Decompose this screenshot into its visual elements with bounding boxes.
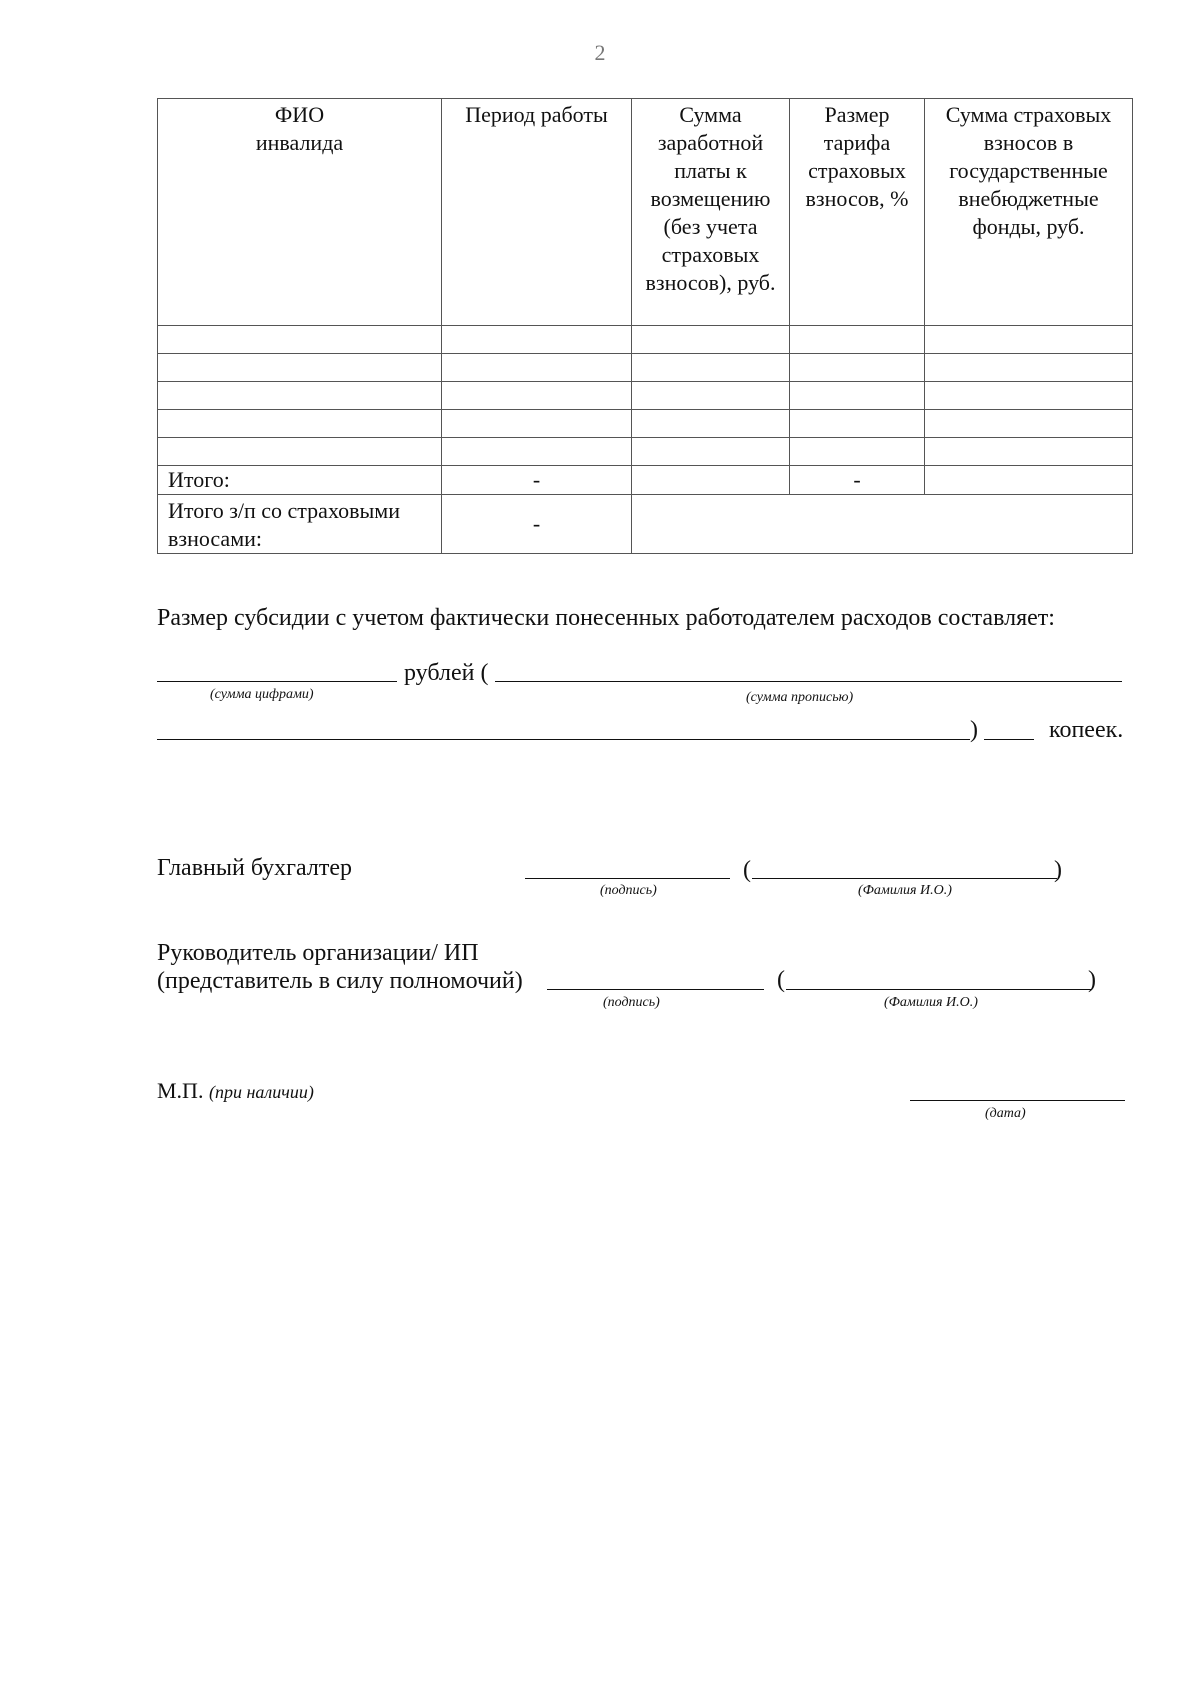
sum-words-line-2[interactable] xyxy=(157,739,970,740)
cell[interactable] xyxy=(632,382,790,410)
cell[interactable] xyxy=(790,326,925,354)
date-line[interactable] xyxy=(910,1100,1125,1101)
total-with-contributions-row xyxy=(158,495,1133,554)
total-period-dash: - xyxy=(442,466,632,495)
cell[interactable] xyxy=(158,382,442,410)
cell[interactable] xyxy=(790,410,925,438)
cell[interactable] xyxy=(790,354,925,382)
cell[interactable] xyxy=(158,354,442,382)
head-label-line2: (представитель в силу полномочий) xyxy=(157,968,523,994)
cell[interactable] xyxy=(632,354,790,382)
cell[interactable] xyxy=(925,382,1133,410)
table-row xyxy=(158,438,1133,466)
kopecks-label: копеек. xyxy=(1049,717,1124,743)
cell[interactable] xyxy=(442,326,632,354)
cell[interactable] xyxy=(158,438,442,466)
cell[interactable] xyxy=(925,438,1133,466)
header-fio: ФИО инвалида xyxy=(158,99,442,326)
total-contrib-cell[interactable] xyxy=(925,466,1133,495)
close-paren: ) xyxy=(970,717,978,743)
cell[interactable] xyxy=(790,438,925,466)
cell[interactable] xyxy=(632,326,790,354)
cell[interactable] xyxy=(442,382,632,410)
sum-words-line[interactable] xyxy=(495,681,1122,682)
head-signature-caption: (подпись) xyxy=(603,995,660,1010)
cell[interactable] xyxy=(925,354,1133,382)
header-rate: Размер тарифа страховых взносов, % xyxy=(790,99,925,326)
table-row xyxy=(158,326,1133,354)
head-signature-line[interactable] xyxy=(547,989,764,990)
total-label: Итого: xyxy=(158,466,442,495)
cell[interactable] xyxy=(925,410,1133,438)
cell[interactable] xyxy=(632,438,790,466)
stamp-label: М.П. xyxy=(157,1078,204,1103)
chief-open-paren: ( xyxy=(743,857,751,883)
chief-signature-line[interactable] xyxy=(525,878,730,879)
table-row xyxy=(158,410,1133,438)
table-row xyxy=(158,382,1133,410)
sum-digits-caption: (сумма цифрами) xyxy=(210,687,314,702)
cell[interactable] xyxy=(442,410,632,438)
total-row xyxy=(158,466,1133,495)
date-caption: (дата) xyxy=(985,1106,1026,1121)
stamp-place xyxy=(157,1078,314,1104)
header-salary: Сумма заработной платы к возмещению (без учета страховых взносов), руб. xyxy=(632,99,790,326)
chief-fio-line[interactable] xyxy=(752,878,1057,879)
cell[interactable] xyxy=(790,382,925,410)
head-fio-line[interactable] xyxy=(786,989,1091,990)
sum-words-caption: (сумма прописью) xyxy=(746,690,854,705)
total-rate-dash: - xyxy=(790,466,925,495)
cell[interactable] xyxy=(925,326,1133,354)
cell[interactable] xyxy=(158,326,442,354)
chief-close-paren: ) xyxy=(1054,857,1062,883)
header-period: Период работы xyxy=(442,99,632,326)
total2-dash: - xyxy=(442,495,632,554)
kopecks-line[interactable] xyxy=(984,739,1034,740)
total-salary-cell[interactable] xyxy=(632,466,790,495)
table-row xyxy=(158,354,1133,382)
chief-signature-caption: (подпись) xyxy=(600,883,657,898)
head-label-line1: Руководитель организации/ ИП xyxy=(157,940,479,966)
head-close-paren: ) xyxy=(1088,967,1096,993)
header-contributions: Сумма страховых взносов в государственные внебюджетные фонды, руб. xyxy=(925,99,1133,326)
cell[interactable] xyxy=(632,410,790,438)
cell[interactable] xyxy=(158,410,442,438)
sum-digits-line[interactable] xyxy=(157,681,397,682)
page-number: 2 xyxy=(594,40,606,65)
rubles-label: рублей ( xyxy=(404,660,489,686)
total2-value-cell[interactable] xyxy=(632,495,1133,554)
cell[interactable] xyxy=(442,438,632,466)
head-fio-caption: (Фамилия И.О.) xyxy=(884,995,978,1010)
head-open-paren: ( xyxy=(777,967,785,993)
total2-label: Итого з/п со страховыми взносами: xyxy=(158,495,442,554)
chief-accountant-label: Главный бухгалтер xyxy=(157,855,352,881)
subsidy-table xyxy=(157,98,1133,554)
subsidy-statement: Размер субсидии с учетом фактически понесенных работодателем расходов составляет: xyxy=(157,605,1055,631)
stamp-note: (при наличии) xyxy=(208,1082,314,1102)
chief-fio-caption: (Фамилия И.О.) xyxy=(858,883,952,898)
cell[interactable] xyxy=(442,354,632,382)
